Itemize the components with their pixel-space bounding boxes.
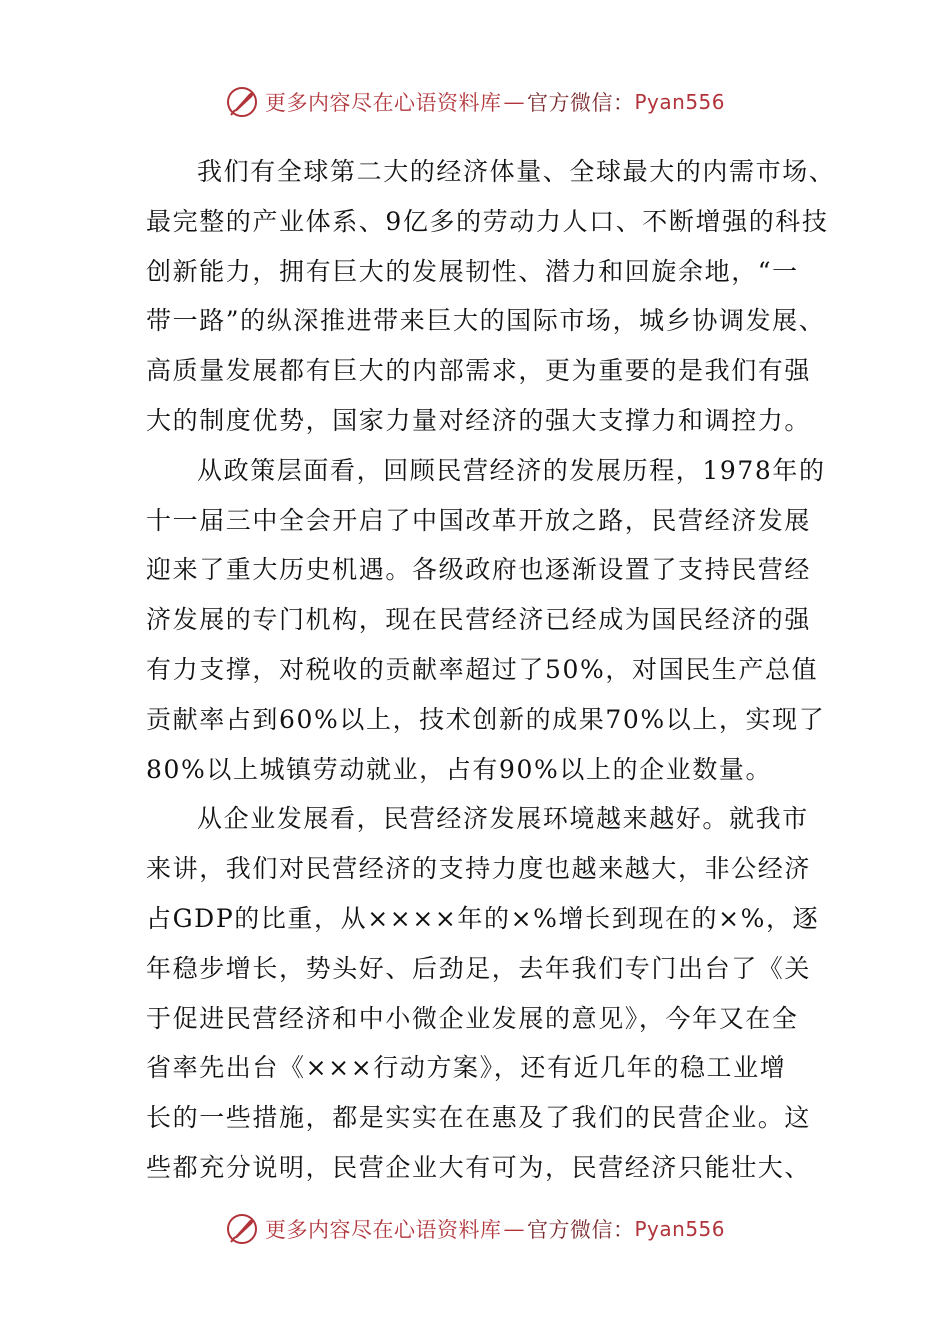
body-line: 贡献率占到60%以上，技术创新的成果70%以上，实现了 bbox=[146, 704, 826, 734]
quill-pen-logo-icon bbox=[225, 1212, 259, 1246]
body-line: 高质量发展都有巨大的内部需求，更为重要的是我们有强 bbox=[146, 356, 812, 386]
document-body bbox=[146, 147, 836, 1193]
header-site-name: 更多内容尽在心语资料库 bbox=[264, 91, 502, 115]
footer-banner bbox=[0, 1209, 950, 1249]
body-line: 我们有全球第二大的经济体量、全球最大的内需市场、 bbox=[197, 157, 836, 186]
body-line: 从企业发展看，民营经济发展环境越来越好。就我市 bbox=[197, 804, 809, 834]
footer-wechat-label: 官方微信： bbox=[526, 1218, 635, 1242]
body-line: 有力支撑，对税收的贡献率超过了50%，对国民生产总值 bbox=[146, 654, 819, 684]
body-line: 些都充分说明，民营企业大有可为，民营经济只能壮大、 bbox=[146, 1152, 812, 1182]
body-line: 济发展的专门机构，现在民营经济已经成为国民经济的强 bbox=[146, 605, 812, 635]
body-line: 占GDP的比重，从××××年的×%增长到现在的×%，逐 bbox=[146, 903, 820, 933]
body-line: 省率先出台《×××行动方案》，还有近几年的稳工业增 bbox=[146, 1053, 787, 1083]
header-banner bbox=[0, 82, 950, 122]
quill-pen-logo-icon bbox=[225, 85, 259, 119]
body-line: 年稳步增长，势头好、后劲足，去年我们专门出台了《关 bbox=[146, 953, 812, 983]
body-line: 最完整的产业体系、9亿多的劳动力人口、不断增强的科技 bbox=[146, 206, 829, 236]
body-line: 十一届三中全会开启了中国改革开放之路，民营经济发展 bbox=[146, 505, 812, 535]
footer-separator: — bbox=[503, 1217, 525, 1241]
footer-wechat-id: Pyan556 bbox=[634, 1217, 725, 1241]
header-wechat-id: Pyan556 bbox=[634, 90, 725, 114]
header-separator: — bbox=[503, 90, 525, 114]
body-line: 创新能力，拥有巨大的发展韧性、潜力和回旋余地，“一 bbox=[146, 256, 799, 286]
body-line: 带一路”的纵深推进带来巨大的国际市场，城乡协调发展、 bbox=[146, 306, 826, 336]
body-line: 从政策层面看，回顾民营经济的发展历程，1978年的 bbox=[197, 455, 826, 485]
body-line: 大的制度优势，国家力量对经济的强大支撑力和调控力。 bbox=[146, 405, 812, 435]
footer-site-name: 更多内容尽在心语资料库 bbox=[264, 1218, 502, 1242]
header-wechat-label: 官方微信： bbox=[526, 91, 635, 115]
body-line: 迎来了重大历史机遇。各级政府也逐渐设置了支持民营经 bbox=[146, 555, 812, 585]
body-line: 来讲，我们对民营经济的支持力度也越来越大，非公经济 bbox=[146, 854, 812, 884]
body-line: 长的一些措施，都是实实在在惠及了我们的民营企业。这 bbox=[146, 1103, 812, 1133]
body-line: 80%以上城镇劳动就业，占有90%以上的企业数量。 bbox=[146, 754, 773, 784]
body-line: 于促进民营经济和中小微企业发展的意见》，今年又在全 bbox=[146, 1003, 799, 1033]
